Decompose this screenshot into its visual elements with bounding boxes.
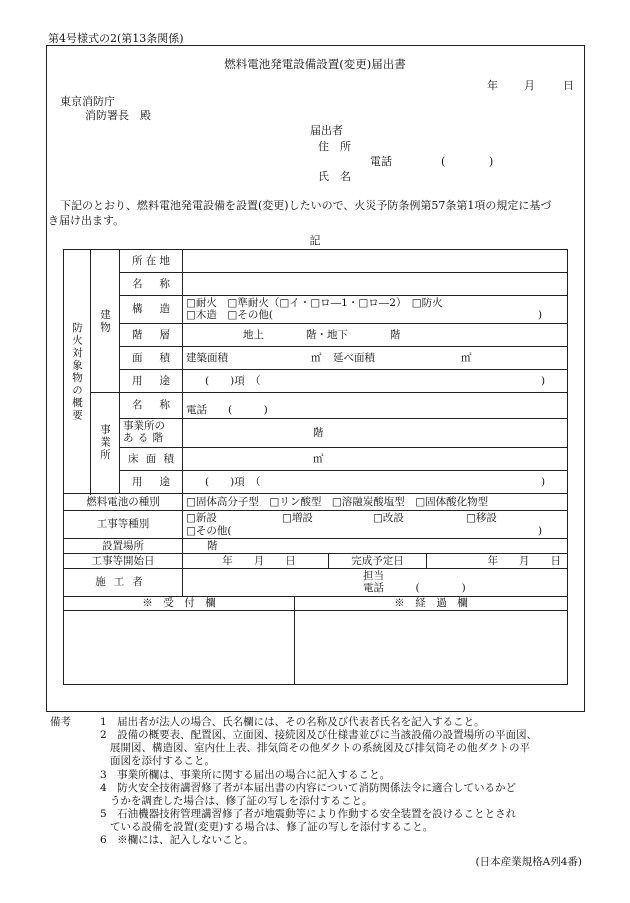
page-title: 燃料電池発電設備設置(変更)届出書 xyxy=(224,57,406,71)
work-type-other: □その他( xyxy=(186,524,232,537)
contractor-phone: 電話 ( ) xyxy=(363,581,466,594)
note-5-cont: ている設備を設置(変更)する場合は、修了証の写しを添付すること。 xyxy=(110,821,434,833)
notes-list xyxy=(66,716,586,847)
applicant-address: 住 所 xyxy=(318,140,351,153)
field-contractor[interactable] xyxy=(183,569,568,597)
intro-line-1: 下記のとおり、燃料電池発電設備を設置(変更)したいので、火災予防条例第57条第1項の規定に基づ xyxy=(60,199,552,212)
label-install-location: 設置場所 xyxy=(64,539,183,554)
note-4-cont: うかを調査した場合は、修了証の写しを添付すること。 xyxy=(110,794,373,807)
area-building-label: 建築面積 xyxy=(186,351,228,364)
use-close-paren: ) xyxy=(540,374,546,387)
form-number: 第4号様式の2(第13条関係) xyxy=(48,32,184,45)
label-biz-use: 用途 xyxy=(120,471,183,494)
label-biz-floor xyxy=(120,419,183,448)
label-use: 用途 xyxy=(120,370,183,393)
addressee-chief: 消防署長 殿 xyxy=(85,109,151,122)
label-finish-date: 完成予定日 xyxy=(329,554,427,569)
work-type-new: □新設 xyxy=(186,511,217,524)
field-start-date[interactable] xyxy=(183,554,329,569)
note-6: 6 ※欄には、記入しないこと。 xyxy=(100,834,254,847)
note-2-cont-2: 面図を添付すること。 xyxy=(110,755,215,768)
structure-close-paren: ) xyxy=(537,308,543,321)
contractor-person: 担当 xyxy=(363,569,384,582)
notes-label: 備考 xyxy=(50,716,71,728)
work-type-close-paren: ) xyxy=(537,524,543,537)
note-2: 2 設備の概要表、配置図、立面図、接続図及び仕様書並びに当該設備の設置場所の平面図、 xyxy=(100,729,538,742)
finish-date-units: 年 月 日 xyxy=(487,554,562,567)
label-floor-area: 床面積 xyxy=(120,448,183,471)
field-biz-floor[interactable] xyxy=(183,419,568,448)
label-contractor: 施工者 xyxy=(64,569,183,597)
work-type-move: □移設 xyxy=(466,511,497,524)
work-type-extend: □増設 xyxy=(282,511,313,524)
applicant-phone: 電話 xyxy=(370,155,392,168)
note-5: 5 石油機器技術管理講習修了者が地震動等により作動する安全装置を設けることとされ xyxy=(100,807,517,820)
biz-floor-unit: 階 xyxy=(313,426,324,439)
biz-use-close-paren: ) xyxy=(540,475,546,488)
install-location-unit: 階 xyxy=(207,539,218,552)
field-floors[interactable] xyxy=(183,324,568,347)
group-outline: 防火対象物の概要 xyxy=(64,250,91,494)
label-work-type: 工事等種別 xyxy=(64,511,183,539)
biz-use-value: ( )項 （ xyxy=(205,475,261,488)
applicant-name: 氏 名 xyxy=(318,170,351,183)
date-month: 月 xyxy=(524,79,535,92)
addressee-office: 東京消防庁 xyxy=(60,95,115,108)
field-fc-type[interactable] xyxy=(183,494,568,511)
applicant-phone-open: ( xyxy=(441,155,446,168)
reception-area[interactable] xyxy=(64,611,295,685)
use-value: ( )項 （ xyxy=(205,374,261,387)
field-location[interactable] xyxy=(183,250,568,273)
field-install-location[interactable] xyxy=(183,539,568,554)
intro-line-2: き届け出ます。 xyxy=(48,214,125,227)
structure-options-1: □耐火 □準耐火（□イ・□ロ―1・□ロ―2） □防火 xyxy=(186,296,443,309)
floors-value: 地上 階・地下 階 xyxy=(243,328,401,341)
area-total-unit: ㎡ xyxy=(461,351,472,364)
biz-floor-label-1: 事業所の xyxy=(123,420,165,433)
structure-options-2: □木造 □その他( xyxy=(186,308,273,321)
label-building-name: 名称 xyxy=(120,273,183,296)
area-building-unit: ㎡ xyxy=(311,351,322,364)
field-biz-use[interactable] xyxy=(183,471,568,494)
note-2-cont-1: 展開図、構造図、室内仕上表、排気筒その他ダクトの系統図及び排気筒その他ダクトの平 xyxy=(110,742,530,755)
progress-header: ※ 経 過 欄 xyxy=(295,597,568,611)
label-start-date: 工事等開始日 xyxy=(64,554,183,569)
field-use[interactable] xyxy=(183,370,568,393)
footer-standard: (日本産業規格A列4番) xyxy=(475,856,582,868)
note-4: 4 防火安全技術講習修了者が本届出書の内容について消防関係法令に適合しているかど xyxy=(100,781,516,794)
label-biz-name: 名称 xyxy=(120,393,183,419)
date-year: 年 xyxy=(487,79,498,92)
field-work-type[interactable] xyxy=(183,511,568,539)
area-total-label: 延べ面積 xyxy=(333,351,375,364)
group-building: 建物 xyxy=(91,250,120,393)
label-structure: 構造 xyxy=(120,296,183,324)
field-floor-area[interactable] xyxy=(183,448,568,471)
start-date-units: 年 月 日 xyxy=(222,554,296,567)
floor-area-unit: ㎡ xyxy=(313,452,324,465)
biz-floor-label-2: ある階 xyxy=(123,432,163,444)
reception-header: ※ 受 付 欄 xyxy=(64,597,295,611)
note-1: 1 届出者が法人の場合、氏名欄には、その名称及び代表者氏名を記入すること。 xyxy=(100,716,485,728)
note-3: 3 事業所欄は、事業所に関する届出の場合に記入すること。 xyxy=(100,768,391,781)
label-fc-type: 燃料電池の種別 xyxy=(64,494,183,511)
field-building-name[interactable] xyxy=(183,273,568,296)
field-biz-name[interactable] xyxy=(183,393,568,419)
label-floors: 階層 xyxy=(120,324,183,347)
progress-area[interactable] xyxy=(295,611,568,685)
work-type-modify: □改設 xyxy=(373,511,404,524)
biz-phone: 電話 ( ) xyxy=(186,403,268,416)
group-business: 事業所 xyxy=(91,393,120,494)
label-location: 所在地 xyxy=(120,250,183,273)
form-table xyxy=(63,249,568,685)
date-day: 日 xyxy=(563,79,574,92)
ki-mark: 記 xyxy=(309,234,321,247)
fc-type-options: □固体高分子型 □リン酸型 □溶融炭酸塩型 □固体酸化物型 xyxy=(186,495,489,508)
field-finish-date[interactable] xyxy=(427,554,568,569)
applicant-phone-close: ) xyxy=(489,155,494,168)
field-area[interactable] xyxy=(183,347,568,370)
applicant-label: 届出者 xyxy=(310,124,343,137)
label-area: 面積 xyxy=(120,347,183,370)
field-structure[interactable] xyxy=(183,296,568,324)
